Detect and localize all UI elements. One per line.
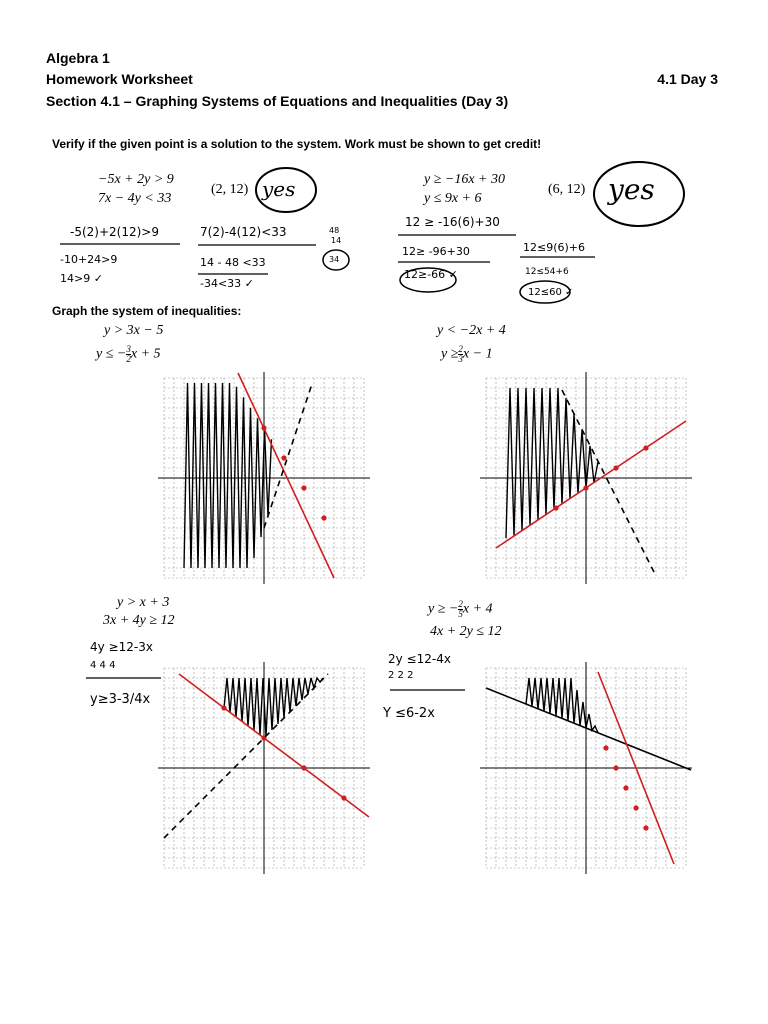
verify2-work2-line3: 12≤60 ✓ [528,287,574,298]
graph4-work-line3: Y ≤6-2x [383,706,435,721]
plotted-point [341,795,346,800]
verify1-work1-rule [60,242,185,246]
verify2-work1-rule [398,233,523,237]
plotted-point [301,765,306,770]
plotted-point [613,465,618,470]
plotted-point [321,515,326,520]
graph4-eq1-post: x + 4 [462,601,493,617]
graph3-shading [224,678,323,736]
graph1-eq2-pre: y ≤ − [96,346,127,362]
verify2-work1-line1: 12 ≥ -16(6)+30 [405,215,500,229]
graph-instruction: Graph the system of inequalities: [52,304,242,318]
plotted-point [613,765,618,770]
verify2-work2-line1: 12≤9(6)+6 [523,241,586,254]
verify1-point: (2, 12) [211,182,249,197]
verify1-work2-line1: 7(2)-4(12)<33 [200,225,287,239]
verify2-eq1: y ≥ −16x + 30 [424,172,506,187]
graph3-work-line3: y≥3-3/4x [90,692,151,707]
graph2-coordinate-plane [470,362,702,598]
verify2-point: (6, 12) [548,182,586,197]
verify1-eq1: −5x + 2y > 9 [98,172,174,187]
verify2-eq2: y ≤ 9x + 6 [424,191,482,206]
graph2-shading [506,388,598,538]
verify1-answer: yes [262,177,296,201]
verify1-work2-rule [198,243,323,247]
verify2-work2-line2: 12≤54+6 [525,267,569,277]
course-title: Algebra 1 [46,50,110,66]
graph1-eq2-post: x + 5 [130,346,161,362]
section-title: Section 4.1 – Graphing Systems of Equations and Inequalities (Day 3) [46,93,509,109]
verify1-side-note-1: 48 [329,226,340,235]
verify2-answer: yes [608,173,655,206]
graph4-eq1-fraction: $\frac{2}{5}$ [458,599,463,619]
graph1-eq2-fraction: $\frac{3}{2}$ [126,344,131,364]
plotted-point [603,745,608,750]
graph4-work-line1: 2y ≤12-4x [388,652,451,666]
graph4-coordinate-plane [470,652,702,888]
verify1-work1-line2: -10+24>9 [60,253,118,266]
graph4-shading [526,678,598,733]
graph1-eq1: y > 3x − 5 [104,323,164,338]
plotted-point [583,485,588,490]
plotted-point [221,705,226,710]
plotted-point [623,785,628,790]
verify2-work2-rule [520,255,600,259]
graph3-eq1: y > x + 3 [117,595,170,610]
plotted-point [281,455,286,460]
plotted-point [261,425,266,430]
verify1-work2-line3: -34<33 ✓ [200,277,254,290]
worksheet-title: Homework Worksheet [46,71,193,87]
graph2-eq2-pre: y ≥ [441,346,459,362]
graph2-eq2-post: x − 1 [462,346,493,362]
graph4-work-rule [390,688,470,692]
plotted-point [301,485,306,490]
graph4-eq2: 4x + 2y ≤ 12 [430,624,502,639]
verify1-side-note-3: 34 [329,255,340,264]
verify1-work2-line2: 14 - 48 <33 [200,256,266,269]
plotted-point [553,505,558,510]
verify1-work1-line1: -5(2)+2(12)>9 [70,225,159,239]
graph2-eq2-fraction: $\frac{2}{3}$ [458,344,463,364]
graph4-boundary-black [486,688,691,770]
verify2-work1-line3: 12≥-66 ✓ [404,268,458,281]
graph3-coordinate-plane [148,652,380,888]
verify1-work1-line3: 14>9 ✓ [60,272,103,285]
plotted-point [633,805,638,810]
graph1-coordinate-plane [148,362,380,598]
plotted-point [643,445,648,450]
verify-instruction: Verify if the given point is a solution to the system. Work must be shown to get credit! [52,137,542,151]
graph4-eq1-pre: y ≥ − [428,601,459,617]
verify1-work2-rule2 [198,272,278,276]
graph3-eq2: 3x + 4y ≥ 12 [103,613,175,628]
day-label: 4.1 Day 3 [657,71,718,87]
graph2-eq1: y < −2x + 4 [437,323,506,338]
graph4-work-line2: 2 2 2 [388,670,414,681]
plotted-point [643,825,648,830]
verify1-side-note-2: 14 [331,236,342,245]
graph3-work-line1: 4y ≥12-3x [90,640,153,654]
verify1-eq2: 7x − 4y < 33 [98,191,172,206]
graph1-shading [184,383,272,568]
verify2-work1-line2: 12≥ -96+30 [402,245,470,258]
graph4-eq1 [428,600,493,619]
graph3-work-line2: 4 4 4 [90,660,116,671]
